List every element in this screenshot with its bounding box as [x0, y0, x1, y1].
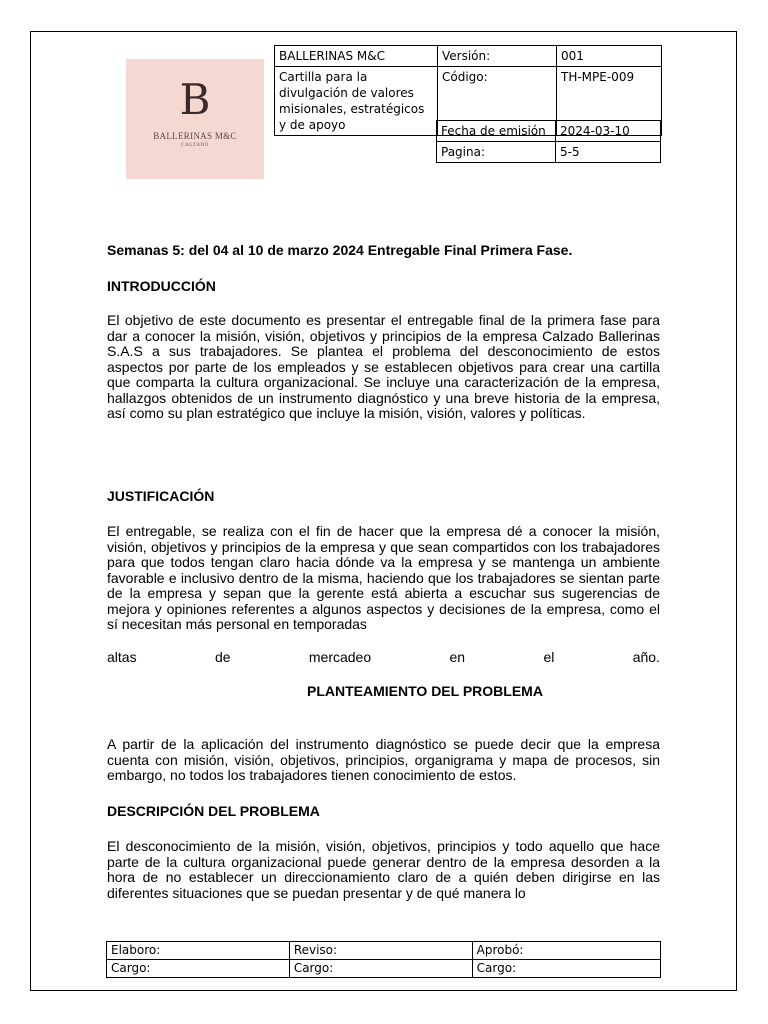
issue-date-value: 2024-03-10	[556, 121, 661, 142]
word: de	[214, 649, 231, 665]
justification-heading: JUSTIFICACIÓN	[107, 488, 215, 504]
logo-subtitle: CALZADO	[181, 143, 209, 148]
description-heading: DESCRIPCIÓN DEL PROBLEMA	[107, 803, 320, 819]
justification-last-line	[107, 650, 660, 666]
code-value: TH-MPE-009	[557, 67, 662, 136]
justification-paragraph: El entregable, se realiza con el fin de hacer que la empresa dé a conocer la misión, visión, objetivos y principios de la empresa y que sean compartidos con los trabajadores para que todos tengan claro hacia dónde va la empresa y se mantenga un ambiente favorable e inclusivo dentro de la misma, haciendo que los trabajadores se sientan parte de la empresa y sepan que la gerente está abierta a escuchar sus sugerencias de mejora y opiniones referentes a algunos aspectos y decisiones de la empresa, como el sí necesitan más personal en temporadas	[107, 523, 660, 632]
word: año.	[632, 649, 660, 665]
company-logo	[126, 59, 264, 179]
signature-table	[106, 941, 661, 978]
issue-date-label: Fecha de emisión	[437, 121, 556, 142]
document-header-table-lower	[436, 120, 661, 163]
company-name-cell: BALLERINAS M&C	[275, 46, 438, 67]
word: altas	[107, 649, 137, 665]
word: el	[543, 649, 555, 665]
position-label: Cargo:	[289, 960, 472, 978]
word: en	[449, 649, 466, 665]
problem-heading: PLANTEAMIENTO DEL PROBLEMA	[307, 683, 543, 699]
position-label: Cargo:	[107, 960, 290, 978]
intro-heading: INTRODUCCIÓN	[107, 278, 216, 294]
version-value: 001	[557, 46, 662, 67]
reviewed-by-label: Reviso:	[289, 942, 472, 960]
approved-by-label: Aprobó:	[472, 942, 660, 960]
description-paragraph: El desconocimiento de la misión, visión, objetivos, principios y todo aquello que hace parte de la cultura organizacional puede generar dentro de la empresa desorden a la hora de no establecer un direccionamiento claro de a quién deben dirigirse en las diferentes situaciones que se puedan presentar y de qué manera lo	[107, 838, 660, 901]
code-label: Código:	[438, 67, 557, 136]
position-label: Cargo:	[472, 960, 660, 978]
intro-paragraph: El objetivo de este documento es presentar el entregable final de la primera fase para dar a conocer la misión, visión, objetivos y principios de la empresa Calzado Ballerinas S.A.S a sus trabajadores. Se plantea el problema del desconocimiento de estos aspectos por parte de los empleados y se establecen objetivos para crear una cartilla que comparta la cultura organizacional. Se incluye una caracterización de la empresa, hallazgos obtenidos de un instrumento diagnóstico y una breve historia de la empresa, así como su plan estratégico que incluye la misión, visión, valores y políticas.	[107, 312, 660, 421]
prepared-by-label: Elaboro:	[107, 942, 290, 960]
document-title-cell: Cartilla para la divulgación de valores misionales, estratégicos y de apoyo	[275, 67, 438, 136]
logo-brand: BALLERINAS M&C	[153, 131, 237, 141]
version-label: Versión:	[438, 46, 557, 67]
problem-paragraph: A partir de la aplicación del instrumento diagnóstico se puede decir que la empresa cuenta con misión, visión, objetivos, principios, organigrama y mapa de procesos, sin embargo, no todos los trabajadores tienen conocimiento de estos.	[107, 736, 660, 783]
page-value: 5-5	[556, 142, 661, 163]
word: mercadeo	[308, 649, 372, 665]
logo-monogram: B	[179, 75, 211, 124]
page-label: Pagina:	[437, 142, 556, 163]
week-heading: Semanas 5: del 04 al 10 de marzo 2024 Entregable Final Primera Fase.	[107, 242, 573, 258]
